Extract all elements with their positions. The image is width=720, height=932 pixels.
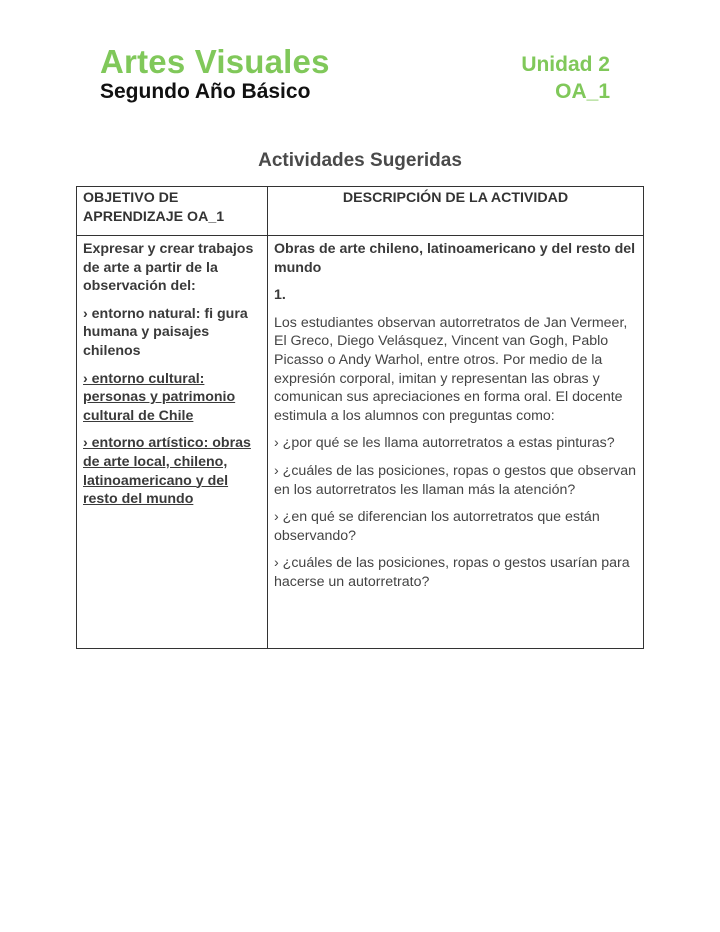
activity-heading: Obras de arte chileno, latinoamericano y del resto del mundo: [274, 241, 636, 276]
objective-header: OBJETIVO DE APRENDIZAJE OA_1: [77, 187, 268, 236]
activity-question: › ¿por qué se les llama autorretratos a estas pinturas?: [274, 435, 615, 452]
section-title: Actividades Sugeridas: [258, 150, 462, 171]
description-cell: [268, 236, 644, 649]
activity-question: › ¿cuáles de las posiciones, ropas o gestos usarían para hacerse un autorretrato?: [274, 555, 630, 590]
objective-item: › entorno natural: fi gura humana y paisajes chilenos: [83, 305, 248, 359]
activities-table: [76, 186, 644, 649]
objective-item: › entorno cultural: personas y patrimonio cultural de Chile: [83, 370, 236, 424]
objective-item: › entorno artístico: obras de arte local, chileno, latinoamericano y del resto del mundo: [83, 435, 251, 508]
table-row: [77, 236, 644, 649]
objective-cell: [77, 236, 268, 649]
objective-intro: Expresar y crear trabajos de arte a partir de la observación del:: [83, 241, 254, 295]
activity-number: 1.: [274, 287, 286, 304]
subject-title: Artes Visuales: [100, 43, 330, 80]
description-header: DESCRIPCIÓN DE LA ACTIVIDAD: [268, 187, 644, 236]
activity-paragraph: Los estudiantes observan autorretratos de Jan Vermeer, El Greco, Diego Velásquez, Vincent van Gogh, Pablo Picasso o Andy Warhol, entre otros. Por medio de la expresión corporal, imitan y representan las obras y comunican sus apreciaciones en forma oral. El docente estimula a los alumnos con preguntas como:: [274, 314, 628, 424]
grade-subtitle: Segundo Año Básico: [100, 80, 311, 103]
oa-label: OA_1: [555, 80, 610, 103]
table-header-row: [77, 187, 644, 236]
unit-label: Unidad 2: [521, 53, 610, 76]
activity-question: › ¿en qué se diferencian los autorretratos que están observando?: [274, 509, 600, 544]
activity-question: › ¿cuáles de las posiciones, ropas o gestos que observan en los autorretratos les llaman más la atención?: [274, 462, 636, 498]
